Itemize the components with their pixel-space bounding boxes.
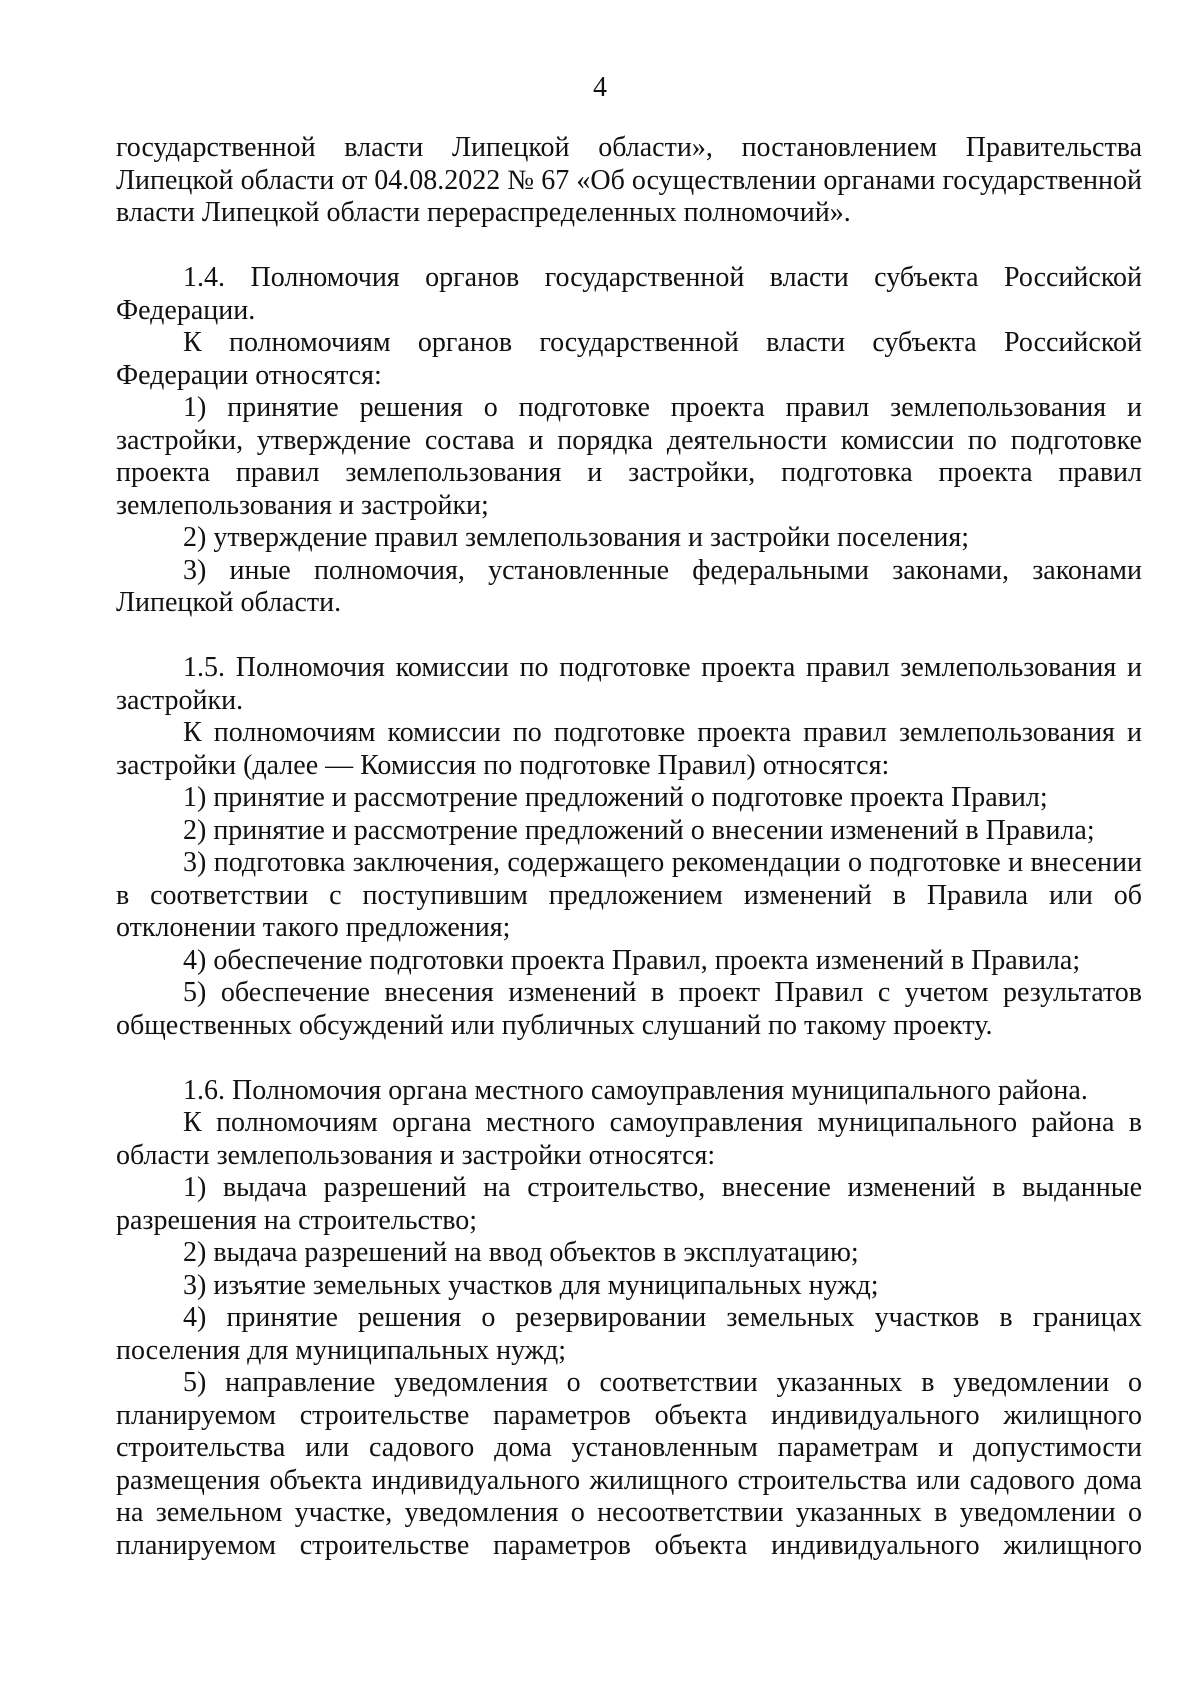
list-item: 1) выдача разрешений на строительство, внесение изменений в выданные разрешения на строительство; <box>116 1172 1142 1236</box>
list-item: 4) обеспечение подготовки проекта Правил, проекта изменений в Правила; <box>183 944 1081 976</box>
list-item: 1) принятие решения о подготовке проекта правил землепользования и застройки, утверждение состава и порядка деятельности комиссии по подготовке проекта правил землепользования и застройки, подготовка проекта правил землепользования и застройки; <box>116 392 1142 521</box>
list-item: 4) принятие решения о резервировании земельных участков в границах поселения для муниципальных нужд; <box>116 1302 1142 1366</box>
list-item: 3) изъятие земельных участков для муниципальных нужд; <box>183 1269 879 1301</box>
list-item: 2) выдача разрешений на ввод объектов в эксплуатацию; <box>183 1237 859 1268</box>
paragraph: К полномочиям комиссии по подготовке проекта правил землепользования и застройки (далее — Комиссия по подготовке Правил) относятся: <box>116 717 1142 781</box>
list-item: 3) подготовка заключения, содержащего рекомендации о подготовке и внесении в соответствии с поступившим предложением изменений в Правила или об отклонении такого предложения; <box>116 847 1142 943</box>
page-number: 4 <box>593 72 607 103</box>
section-heading-1-5: 1.5. Полномочия комиссии по подготовке проекта правил землепользования и застройки. <box>116 652 1142 716</box>
list-item: 5) обеспечение внесения изменений в проект Правил с учетом результатов общественных обсуждений или публичных слушаний по такому проекту. <box>116 977 1142 1041</box>
paragraph: К полномочиям органов государственной власти субъекта Российской Федерации относятся: <box>116 327 1142 391</box>
list-item: 3) иные полномочия, установленные федеральными законами, законами Липецкой области. <box>116 554 1142 618</box>
document-body <box>116 132 1142 1562</box>
list-item-continued: 5) направление уведомления о соответствии указанных в уведомлении о планируемом строительстве параметров объекта индивидуального жилищного строительства или садового дома установленным параметрам и допустимости размещения объекта индивидуального жилищного строительства или садового дома на земельном участке, уведомления о несоответствии указанных в уведомлении о планируемом строительстве параметров объекта индивидуального жилищного <box>116 1367 1142 1561</box>
paragraph: государственной власти Липецкой области», постановлением Правительства Липецкой области от 04.08.2022 № 67 «Об осуществлении органами государственной власти Липецкой области перераспределенных полномочий». <box>116 132 1142 228</box>
list-item: 1) принятие и рассмотрение предложений о подготовке проекта Правил; <box>183 782 1048 813</box>
section-heading-1-4: 1.4. Полномочия органов государственной власти субъекта Российской Федерации. <box>116 262 1142 326</box>
list-item: 2) принятие и рассмотрение предложений о внесении изменений в Правила; <box>183 814 1095 846</box>
section-heading-1-6: 1.6. Полномочия органа местного самоуправления муниципального района. <box>183 1074 1088 1106</box>
paragraph: К полномочиям органа местного самоуправления муниципального района в области землепользования и застройки относятся: <box>116 1107 1142 1171</box>
list-item: 2) утверждение правил землепользования и застройки поселения; <box>183 522 969 553</box>
